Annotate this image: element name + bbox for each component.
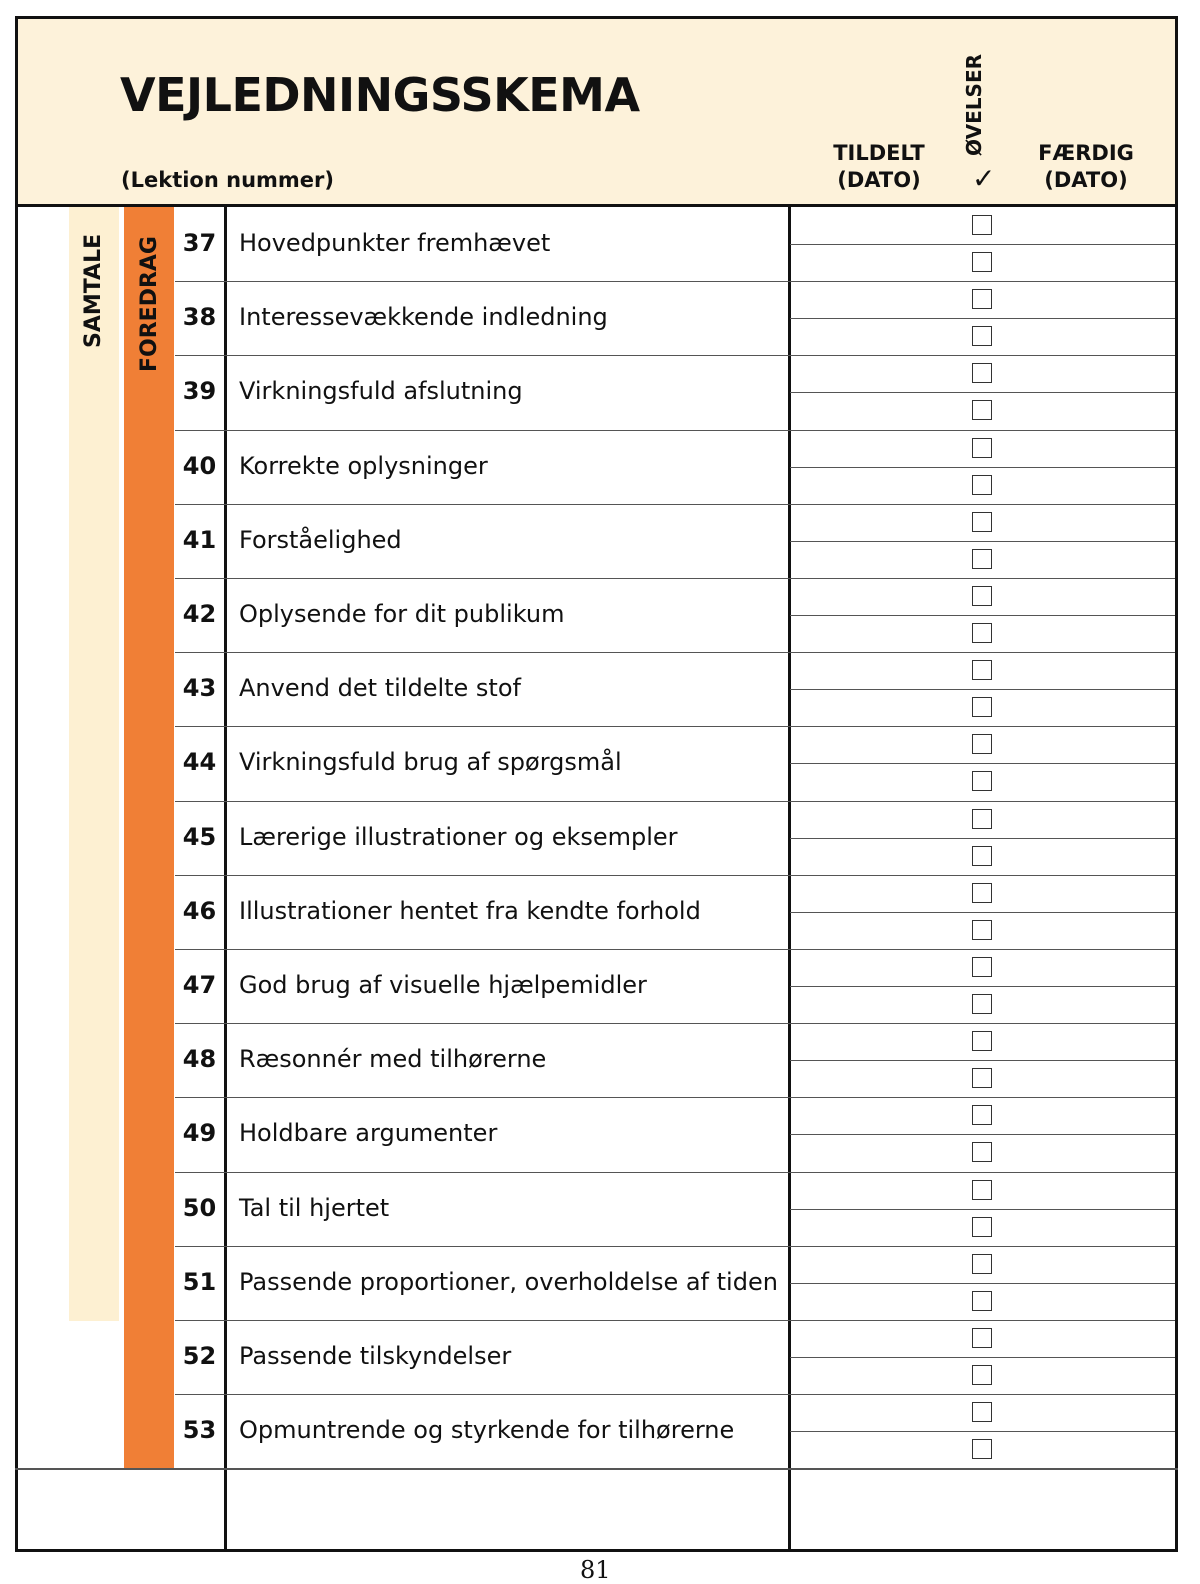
exercise-checkbox[interactable]: [972, 512, 992, 532]
checkmark-icon: ✓: [972, 162, 996, 195]
row-divider: [175, 1394, 1175, 1395]
lesson-label: Tal til hjertet: [239, 1193, 390, 1222]
exercise-checkbox[interactable]: [972, 1328, 992, 1348]
exercise-checkbox[interactable]: [972, 586, 992, 606]
lesson-label: Virkningsfuld afslutning: [239, 377, 523, 406]
column-header-exercises: ØVELSER: [962, 53, 986, 156]
header-rule: [15, 204, 1178, 207]
exercise-checkbox[interactable]: [972, 1068, 992, 1088]
exercise-divider: [790, 318, 1175, 319]
exercise-checkbox[interactable]: [972, 1291, 992, 1311]
exercise-checkbox[interactable]: [972, 994, 992, 1014]
lesson-label: Ræsonnér med tilhørerne: [239, 1045, 547, 1074]
conversation-label: SAMTALE: [81, 233, 106, 348]
lesson-number: 45: [182, 822, 217, 851]
lesson-number-caption: (Lektion nummer): [121, 168, 334, 192]
lesson-label: Korrekte oplysninger: [239, 451, 488, 480]
exercise-checkbox[interactable]: [972, 846, 992, 866]
exercise-checkbox[interactable]: [972, 438, 992, 458]
exercise-divider: [790, 1134, 1175, 1135]
exercise-divider: [790, 986, 1175, 987]
exercise-checkbox[interactable]: [972, 289, 992, 309]
exercise-checkbox[interactable]: [972, 883, 992, 903]
column-header-done: [1030, 140, 1142, 194]
lesson-label: Oplysende for dit publikum: [239, 600, 565, 628]
exercise-checkbox[interactable]: [972, 920, 992, 940]
row-divider: [175, 430, 1175, 431]
row-divider: [175, 1320, 1175, 1321]
lesson-label: Interessevækkende indledning: [239, 303, 608, 332]
exercise-checkbox[interactable]: [972, 475, 992, 495]
lesson-number: 47: [182, 971, 217, 999]
lesson-number: 49: [182, 1119, 217, 1148]
row-divider: [175, 652, 1175, 653]
exercise-checkbox[interactable]: [972, 1142, 992, 1162]
exercise-divider: [790, 1209, 1175, 1210]
lesson-number: 44: [182, 748, 217, 777]
exercise-checkbox[interactable]: [972, 1217, 992, 1237]
exercise-checkbox[interactable]: [972, 809, 992, 829]
talk-band: [124, 207, 174, 1469]
exercise-divider: [790, 1283, 1175, 1284]
table-bottom-rule: [15, 1468, 1178, 1470]
exercise-checkbox[interactable]: [972, 400, 992, 420]
row-divider: [175, 1172, 1175, 1173]
lesson-label: Anvend det tildelte stof: [239, 674, 521, 703]
row-divider: [175, 726, 1175, 727]
number-column-divider: [224, 206, 227, 1552]
exercise-checkbox[interactable]: [972, 549, 992, 569]
exercise-checkbox[interactable]: [972, 1402, 992, 1422]
exercise-checkbox[interactable]: [972, 623, 992, 643]
lesson-label: Opmuntrende og styrkende for tilhørerne: [239, 1416, 735, 1445]
exercise-checkbox[interactable]: [972, 1365, 992, 1385]
lesson-number: 46: [182, 896, 217, 925]
lesson-label: Passende tilskyndelser: [239, 1342, 512, 1370]
row-divider: [175, 355, 1175, 356]
exercise-checkbox[interactable]: [972, 363, 992, 383]
exercise-checkbox[interactable]: [972, 771, 992, 791]
lesson-number: 37: [182, 229, 217, 257]
exercise-divider: [790, 838, 1175, 839]
lesson-number: 42: [182, 600, 217, 628]
exercise-checkbox[interactable]: [972, 734, 992, 754]
exercise-divider: [790, 912, 1175, 913]
exercise-checkbox[interactable]: [972, 326, 992, 346]
exercise-checkbox[interactable]: [972, 660, 992, 680]
row-divider: [175, 504, 1175, 505]
row-divider: [175, 875, 1175, 876]
row-divider: [175, 1097, 1175, 1098]
lesson-number: 52: [182, 1342, 217, 1370]
lesson-label: Illustrationer hentet fra kendte forhold: [239, 896, 701, 925]
column-header-assigned: [828, 140, 930, 194]
lesson-label: Forståelighed: [239, 525, 402, 554]
exercise-checkbox[interactable]: [972, 215, 992, 235]
lesson-number: 43: [182, 674, 217, 703]
row-divider: [175, 281, 1175, 282]
exercise-checkbox[interactable]: [972, 957, 992, 977]
exercise-divider: [790, 1060, 1175, 1061]
exercise-divider: [790, 689, 1175, 690]
lesson-label: Holdbare argumenter: [239, 1119, 498, 1148]
lesson-label: Passende proportioner, overholdelse af tiden: [239, 1267, 778, 1296]
exercise-divider: [790, 615, 1175, 616]
lesson-label: Hovedpunkter fremhævet: [239, 229, 551, 257]
page-number: 81: [580, 1556, 611, 1584]
exercise-checkbox[interactable]: [972, 1180, 992, 1200]
row-divider: [175, 949, 1175, 950]
row-divider: [175, 578, 1175, 579]
exercise-checkbox[interactable]: [972, 1254, 992, 1274]
row-divider: [175, 801, 1175, 802]
exercise-divider: [790, 467, 1175, 468]
exercise-checkbox[interactable]: [972, 1031, 992, 1051]
page-title: VEJLEDNINGSSKEMA: [120, 68, 640, 122]
exercise-checkbox[interactable]: [972, 252, 992, 272]
lesson-number: 38: [182, 303, 217, 332]
exercise-checkbox[interactable]: [972, 1105, 992, 1125]
column-header-assigned-line2: (DATO): [837, 168, 921, 192]
exercise-divider: [790, 1357, 1175, 1358]
lesson-number: 41: [182, 525, 217, 554]
exercise-divider: [790, 244, 1175, 245]
row-divider: [175, 1246, 1175, 1247]
column-header-assigned-line1: TILDELT: [833, 141, 925, 165]
lesson-number: 48: [182, 1045, 217, 1074]
lesson-label: Virkningsfuld brug af spørgsmål: [239, 748, 622, 777]
exercise-divider: [790, 541, 1175, 542]
record-column-divider: [788, 206, 791, 1552]
lesson-number: 51: [182, 1267, 217, 1296]
lesson-number: 50: [182, 1193, 217, 1222]
lesson-label: Lærerige illustrationer og eksempler: [239, 822, 678, 851]
exercise-divider: [790, 763, 1175, 764]
exercise-checkbox[interactable]: [972, 697, 992, 717]
column-header-done-line2: (DATO): [1044, 168, 1128, 192]
talk-label: FOREDRAG: [137, 236, 162, 372]
exercise-divider: [790, 1431, 1175, 1432]
lesson-number: 40: [182, 451, 217, 480]
column-header-done-line1: FÆRDIG: [1038, 141, 1134, 165]
lesson-number: 39: [182, 377, 217, 406]
conversation-band: [69, 207, 119, 1321]
row-divider: [175, 1023, 1175, 1024]
exercise-checkbox[interactable]: [972, 1439, 992, 1459]
lesson-label: God brug af visuelle hjælpemidler: [239, 971, 647, 999]
exercise-divider: [790, 392, 1175, 393]
lesson-number: 53: [182, 1416, 217, 1445]
